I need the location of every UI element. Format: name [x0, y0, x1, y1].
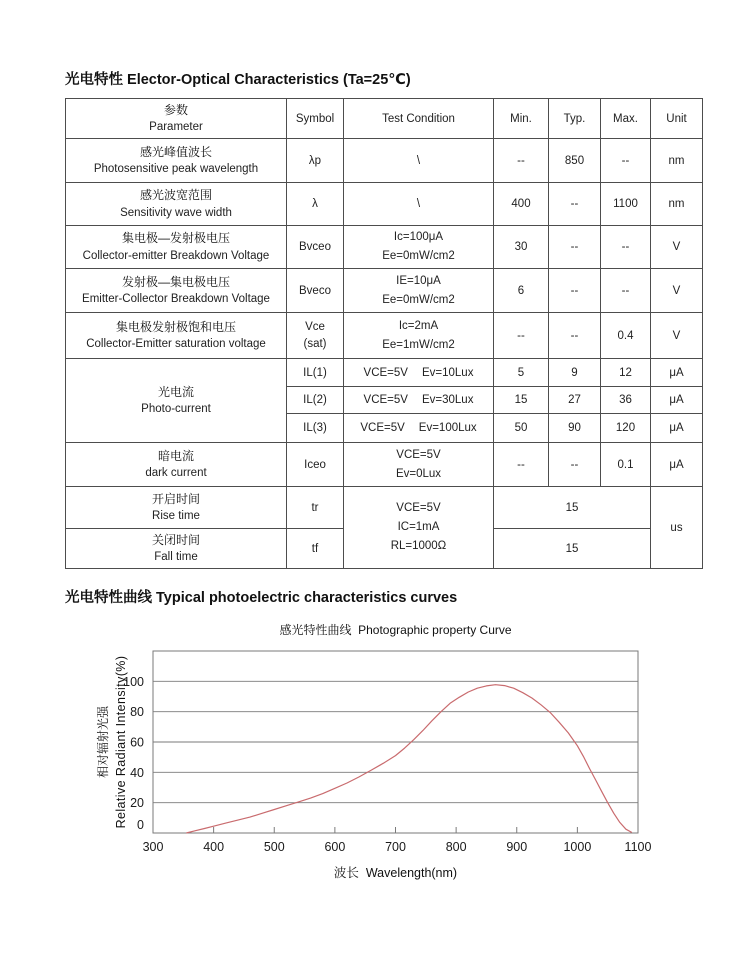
symbol-cell: IL(2)	[287, 387, 344, 414]
unit-cell: V	[651, 269, 703, 313]
min-cell: --	[494, 139, 549, 183]
unit-cell: μA	[651, 414, 703, 443]
min-cell: --	[494, 313, 549, 359]
y-tick-label: 20	[130, 796, 144, 811]
symbol-cell: λ	[287, 183, 344, 226]
param-cell-photo-current	[66, 359, 287, 443]
max-cell: --	[601, 226, 651, 269]
y-axis-label-en: Relative Radiant Intensity(%)	[114, 655, 129, 829]
header-parameter	[66, 99, 287, 139]
table-header-row	[66, 99, 703, 139]
typ-cell: 27	[549, 387, 601, 414]
max-cell: 0.4	[601, 313, 651, 359]
param-en: Photosensitive peak wavelength	[93, 163, 259, 176]
min-cell: 5	[494, 359, 549, 387]
row-wave-width	[66, 183, 703, 226]
chart-title: 感光特性曲线 Photographic property Curve	[279, 623, 512, 637]
x-tick-label: 900	[506, 840, 528, 854]
row-rise-time	[66, 487, 703, 529]
symbol-line: Vce	[305, 320, 325, 333]
condition-part: Ev=10Lux	[421, 366, 474, 379]
param-en: Collector-Emitter saturation voltage	[86, 338, 266, 351]
unit-cell: V	[651, 226, 703, 269]
unit-cell-switching: us	[651, 487, 703, 569]
param-cell	[66, 226, 287, 269]
param-zh: 开启时间	[151, 491, 200, 506]
unit-cell: V	[651, 313, 703, 359]
condition-line: IE=10μA	[396, 274, 441, 287]
condition-cell	[344, 269, 494, 313]
header-parameter-en: Parameter	[149, 121, 203, 134]
param-zh: 暗电流	[157, 448, 194, 463]
param-en: dark current	[145, 467, 207, 480]
param-en: Emitter-Collector Breakdown Voltage	[82, 293, 270, 306]
y-axis-label	[95, 637, 139, 847]
symbol-cell: tf	[287, 529, 344, 569]
x-tick-label: 1000	[563, 840, 592, 854]
typ-cell: --	[549, 269, 601, 313]
condition-part: VCE=5V	[363, 394, 408, 406]
min-cell: 400	[494, 183, 549, 226]
max-cell: --	[601, 269, 651, 313]
condition-part: Ev=30Lux	[421, 394, 474, 406]
param-zh: 发射极—集电极电压	[121, 274, 230, 289]
row-peak-wavelength	[66, 139, 703, 183]
condition-cell	[344, 443, 494, 487]
param-zh: 感光波宽范围	[139, 188, 212, 203]
max-cell: 1100	[601, 183, 651, 226]
header-symbol: Symbol	[287, 99, 344, 139]
param-zh: 集电极—发射极电压	[121, 231, 230, 246]
row-bvceo	[66, 226, 703, 269]
symbol-line: (sat)	[303, 337, 327, 350]
y-tick-label: 0	[137, 818, 144, 832]
unit-cell: μA	[651, 443, 703, 487]
header-test-condition: Test Condition	[344, 99, 494, 139]
symbol-cell: Bvceo	[287, 226, 344, 269]
typ-cell: --	[549, 443, 601, 487]
header-unit: Unit	[651, 99, 703, 139]
header-parameter-zh: 参数	[163, 102, 188, 117]
param-en: Fall time	[154, 551, 198, 564]
eo-characteristics-table	[65, 98, 703, 569]
x-tick-label: 300	[142, 840, 164, 854]
condition-line: VCE=5V	[396, 502, 441, 515]
section-title-curves: 光电特性曲线 Typical photoelectric characteristics curves	[65, 590, 458, 606]
min-cell: --	[494, 443, 549, 487]
param-zh: 关闭时间	[151, 532, 200, 547]
condition-part: VCE=5V	[360, 422, 405, 434]
condition-cell	[344, 359, 494, 387]
plot-border	[153, 651, 638, 833]
section-title-electro-optical: 光电特性 Elector-Optical Characteristics (Ta=25℃)	[65, 72, 411, 88]
condition-line: Ic=2mA	[398, 319, 439, 332]
max-cell: 120	[601, 414, 651, 443]
param-en: Collector-emitter Breakdown Voltage	[82, 249, 270, 262]
max-cell: 36	[601, 387, 651, 414]
symbol-cell: Iceo	[287, 443, 344, 487]
row-vce-sat	[66, 313, 703, 359]
symbol-cell: Bveco	[287, 269, 344, 313]
y-tick-label: 40	[130, 765, 144, 780]
y-axis-label-zh: 相对辐射光强	[96, 706, 110, 779]
unit-cell: nm	[651, 139, 703, 183]
param-cell	[66, 269, 287, 313]
param-en: Rise time	[152, 510, 200, 523]
condition-line: Ee=0mW/cm2	[382, 293, 455, 306]
unit-cell: μA	[651, 359, 703, 387]
typ-cell: 850	[549, 139, 601, 183]
symbol-cell: λp	[287, 139, 344, 183]
header-typ: Typ.	[549, 99, 601, 139]
condition-line: Ee=0mW/cm2	[382, 250, 455, 262]
value-cell-fall: 15	[494, 529, 651, 569]
x-tick-label: 1100	[624, 840, 652, 854]
response-curve	[186, 685, 632, 833]
condition-cell: \	[344, 183, 494, 226]
param-cell	[66, 183, 287, 226]
param-zh: 集电极发射极饱和电压	[115, 319, 236, 334]
condition-part: Ev=100Lux	[418, 422, 477, 434]
condition-line: Ee=1mW/cm2	[382, 338, 455, 351]
max-cell: --	[601, 139, 651, 183]
param-zh: 光电流	[157, 384, 194, 399]
max-cell: 0.1	[601, 443, 651, 487]
unit-cell: nm	[651, 183, 703, 226]
condition-cell	[344, 414, 494, 443]
x-axis-label: 波长 Wavelength(nm)	[333, 866, 458, 880]
max-cell: 12	[601, 359, 651, 387]
param-cell	[66, 529, 287, 569]
x-tick-label: 400	[203, 840, 225, 854]
condition-line: RL=1000Ω	[390, 539, 447, 552]
typ-cell: --	[549, 183, 601, 226]
param-en: Photo-current	[141, 403, 211, 416]
param-cell	[66, 443, 287, 487]
x-tick-label: 800	[445, 840, 467, 854]
row-photo-current-il1	[66, 359, 703, 387]
symbol-cell: tr	[287, 487, 344, 529]
condition-line: Ic=100μA	[393, 231, 444, 244]
y-tick-label: 100	[123, 674, 144, 689]
param-cell	[66, 313, 287, 359]
condition-cell	[344, 226, 494, 269]
symbol-cell	[287, 313, 344, 359]
typ-cell: 9	[549, 359, 601, 387]
symbol-cell: IL(1)	[287, 359, 344, 387]
condition-part: VCE=5V	[363, 366, 408, 379]
condition-line: Ev=0Lux	[395, 467, 442, 480]
y-tick-label: 60	[130, 735, 144, 750]
symbol-cell: IL(3)	[287, 414, 344, 443]
min-cell: 30	[494, 226, 549, 269]
typ-cell: --	[549, 313, 601, 359]
value-cell-rise: 15	[494, 487, 651, 529]
y-tick-label: 80	[130, 705, 144, 720]
param-zh: 感光峰值波长	[139, 144, 212, 159]
condition-cell-switching	[344, 487, 494, 569]
condition-cell: \	[344, 139, 494, 183]
min-cell: 6	[494, 269, 549, 313]
header-max: Max.	[601, 99, 651, 139]
min-cell: 50	[494, 414, 549, 443]
typ-cell: 90	[549, 414, 601, 443]
typ-cell: --	[549, 226, 601, 269]
x-tick-label: 600	[324, 840, 346, 854]
row-dark-current	[66, 443, 703, 487]
eo-characteristics-table-wrap	[65, 98, 703, 569]
row-bveco	[66, 269, 703, 313]
param-cell	[66, 487, 287, 529]
condition-cell	[344, 313, 494, 359]
header-min: Min.	[494, 99, 549, 139]
condition-line: VCE=5V	[396, 448, 441, 461]
param-cell	[66, 139, 287, 183]
param-en: Sensitivity wave width	[120, 206, 232, 219]
x-tick-label: 700	[385, 840, 406, 854]
min-cell: 15	[494, 387, 549, 414]
condition-cell	[344, 387, 494, 414]
condition-line: IC=1mA	[397, 521, 440, 534]
unit-cell: μA	[651, 387, 703, 414]
x-tick-label: 500	[263, 840, 285, 854]
